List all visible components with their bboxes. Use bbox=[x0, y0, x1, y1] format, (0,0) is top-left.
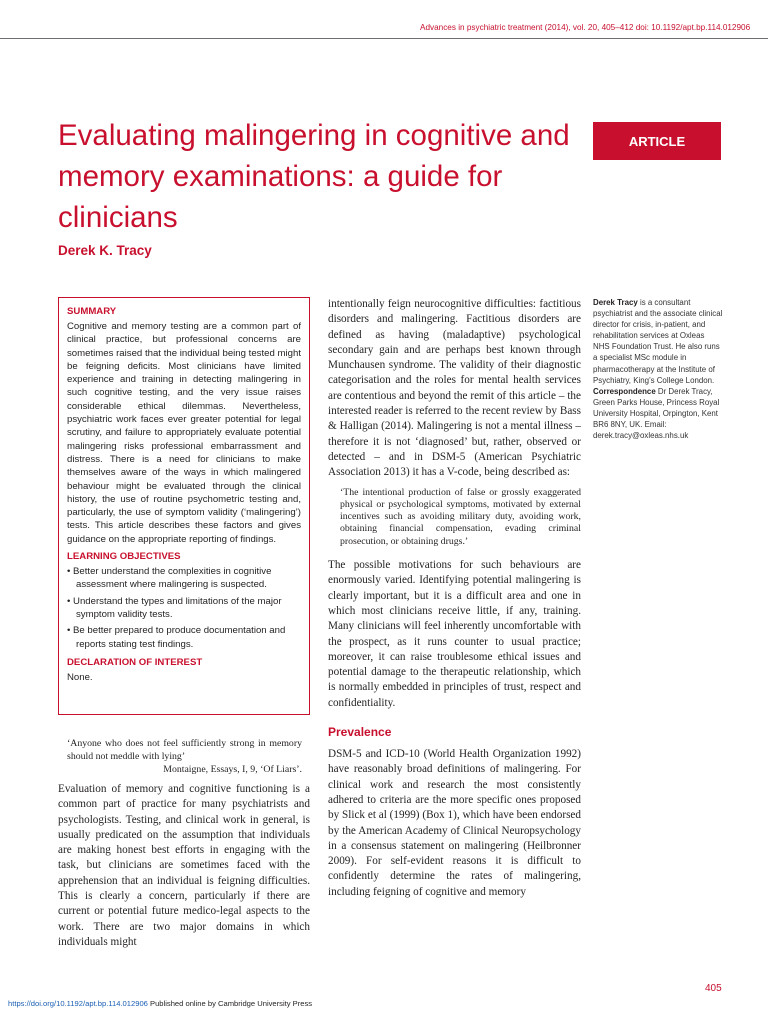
summary-box bbox=[58, 297, 310, 715]
doi-link[interactable]: https://doi.org/10.1192/apt.bp.114.012906 bbox=[8, 999, 148, 1008]
correspondence-text: Dr Derek Tracy, Green Parks House, Princess Royal University Hospital, Orpington, Kent BR6 8NY, UK. Email: derek.tracy@oxleas.nhs.uk bbox=[593, 386, 720, 441]
learning-objectives-heading: LEARNING OBJECTIVES bbox=[67, 551, 181, 563]
sidebar-author-name: Derek Tracy bbox=[593, 298, 638, 307]
body-paragraph: The possible motivations for such behaviours are enormously varied. Identifying potential malingering is clearly important, but it is a difficult area and one in which most clinicians receive little, if any, training. Many clinicians will feel inherently uncomfortable with the prospect, as it runs counter to usual practice; moreover, it can raise troublesome ethical issues and potential damage to the therapeutic relationship, which is normally embedded in principles of trust, respect and confidentiality. bbox=[328, 559, 581, 709]
body-paragraph: Evaluation of memory and cognitive functioning is a common part of practice for many psychiatrists and psychologists. Testing, and clinical work in general, is usually predicated on the assumption that individuals are making honest best efforts in engaging with the task, but clinicians are sometimes faced with the apprehension that an individual is feigning difficulties. This is clearly a concern, particularly if there are current or potential future medico-legal aspects to the work. There are two major domains in which individuals might bbox=[58, 783, 310, 948]
dsm-definition-quote: ‘The intentional production of false or grossly exaggerated physical or psychological symptoms, motivated by external incentives such as avoiding military duty, avoiding work, obtaining financial compensation, evading criminal prosecution, or obtaining drugs.’ bbox=[340, 486, 581, 547]
article-type-badge: ARTICLE bbox=[593, 122, 721, 160]
published-note: Published online by Cambridge University Press bbox=[147, 999, 313, 1008]
running-head: Advances in psychiatric treatment (2014), vol. 20, 405–412 doi: 10.1192/apt.bp.114.012906 bbox=[420, 23, 751, 32]
sidebar-author-bio: is a consultant psychiatrist and the associate clinical director for crisis, in-patient, and rehabilitation services at Oxleas NHS Foundation Trust. He also runs a specialist MSc module in pharmacotherapy at the Institute of Psychiatry, King’s College London. bbox=[593, 298, 723, 385]
header-rule bbox=[0, 38, 768, 39]
epigraph-quote: ‘Anyone who does not feel sufficiently strong in memory should not meddle with lying’ bbox=[67, 738, 302, 762]
body-paragraph: DSM-5 and ICD-10 (World Health Organization 1992) have reasonably broad definitions of malingering. For clinical work and research the most consistently adhered to criteria are the more specific ones proposed by Slick et al (1999) (Box 1), which have been endorsed by the American Academy of Clinical Neuropsychology in a consensus statement on malingering (Heilbronner 2009). For self-evident reasons it is difficult to confidently determine the rates of malingering, including feigning of cognitive and memory bbox=[328, 748, 581, 898]
declaration-heading: DECLARATION OF INTEREST bbox=[67, 656, 203, 668]
section-heading-prevalence: Prevalence bbox=[328, 725, 392, 740]
summary-text: Cognitive and memory testing are a common part of clinical practice, but professional concerns are sometimes raised that the individual being tested might be feigning deficits. Most clinicians have limited experience and training in detecting malingering in such cognitive testing, and the very issue raises considerable ethical dilemmas. Nevertheless, psychiatric work faces ever greater potential for legal scrutiny, and failure to appropriately evaluate potential malingering risks professional embarrassment and distress. There is a need for clinicians to make themselves aware of the ways in which malingered behaviour might be evaluated through the clinical history, the use of routine psychometric testing and, particularly, the use of symptom validity (‘malingering’) tests. This article describes these factors and gives guidance on the appropriate reporting of findings. bbox=[67, 321, 301, 545]
footer bbox=[8, 999, 312, 1008]
author-sidebar bbox=[593, 297, 723, 441]
summary-heading: SUMMARY bbox=[67, 306, 117, 317]
body-column-middle bbox=[328, 297, 581, 900]
epigraph-citation: Montaigne, Essays, I, 9, ‘Of Liars’. bbox=[163, 764, 302, 775]
learning-objectives-list bbox=[67, 565, 301, 651]
article-title: Evaluating malingering in cognitive and memory examinations: a guide for clinicians bbox=[58, 119, 570, 234]
learning-objective: • Better understand the complexities in cognitive assessment where malingering is suspected. bbox=[67, 565, 301, 592]
body-column-left bbox=[58, 782, 310, 950]
body-paragraph: intentionally feign neurocognitive difficulties: factitious disorders and malingering. Factitious disorders are defined as having (maladaptive) psychological secondary gain and are perhaps best known through Munchausen syndrome. The validity of their diagnostic categorisation and the roles for mental health services are contentious and beyond the remit of this article – the interested reader is referred to the recent review by Bass & Halligan (2014). Malingering is not a mental illness – therefore it is not ‘diagnosed’ but, rather, observed or detected – and in DSM-5 (American Psychiatric Association 2013) it has a V-code, being described as: bbox=[328, 298, 581, 479]
declaration-text: None. bbox=[67, 671, 93, 683]
learning-objective: • Understand the types and limitations of the major symptom validity tests. bbox=[67, 595, 301, 622]
correspondence-label: Correspondence bbox=[593, 386, 656, 396]
article-author: Derek K. Tracy bbox=[58, 243, 152, 258]
page-number: 405 bbox=[705, 983, 722, 994]
learning-objective: • Be better prepared to produce documentation and reports stating test findings. bbox=[67, 624, 301, 651]
